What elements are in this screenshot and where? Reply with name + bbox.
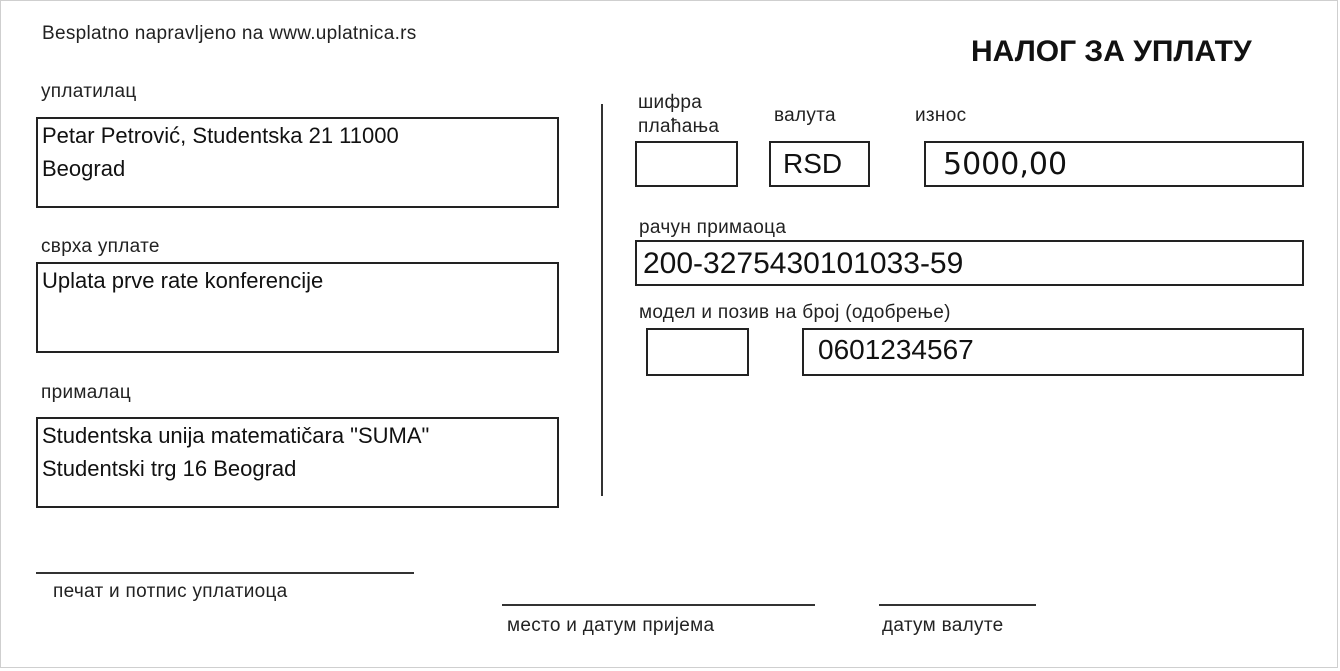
place-date-line (502, 604, 815, 606)
value-date-line (879, 604, 1036, 606)
reference-number-field[interactable] (802, 328, 1304, 376)
currency-label: валута (774, 105, 836, 126)
purpose-label: сврха уплате (41, 236, 160, 257)
payment-code-field[interactable] (635, 141, 738, 187)
reference-number-value: 0601234567 (818, 334, 974, 365)
recipient-label: прималац (41, 382, 132, 403)
payment-code-label: шифра плаћања (638, 92, 720, 137)
account-value: 200-3275430101033-59 (643, 247, 964, 280)
reference-label: модел и позив на број (одобрење) (639, 302, 951, 323)
value-date-label: датум валуте (882, 615, 1004, 636)
payer-field[interactable] (36, 117, 559, 208)
currency-value: RSD (783, 148, 843, 179)
currency-field[interactable] (769, 141, 870, 187)
model-field[interactable] (646, 328, 749, 376)
payer-signature-label: печат и потпис уплатиоца (53, 581, 288, 602)
payer-label: уплатилац (41, 81, 137, 102)
column-divider (601, 104, 603, 496)
account-field[interactable] (635, 240, 1304, 286)
account-label: рачун примаоца (639, 217, 787, 238)
payer-signature-line (36, 572, 414, 574)
recipient-field[interactable] (36, 417, 559, 508)
site-credit: Besplatno napravljeno na www.uplatnica.rs (42, 23, 417, 44)
form-title: НАЛОГ ЗА УПЛАТУ (971, 35, 1252, 68)
amount-value: 5000,00 (943, 147, 1068, 182)
place-date-label: место и датум пријема (507, 615, 715, 636)
recipient-value: Studentska unija matematičara "SUMA" Studentski trg 16 Beograd (42, 423, 430, 481)
amount-field[interactable] (924, 141, 1304, 187)
purpose-value: Uplata prve rate konferencije (42, 268, 324, 293)
amount-label: износ (915, 105, 967, 126)
payer-value: Petar Petrović, Studentska 21 11000 Beograd (42, 123, 399, 181)
purpose-field[interactable] (36, 262, 559, 353)
